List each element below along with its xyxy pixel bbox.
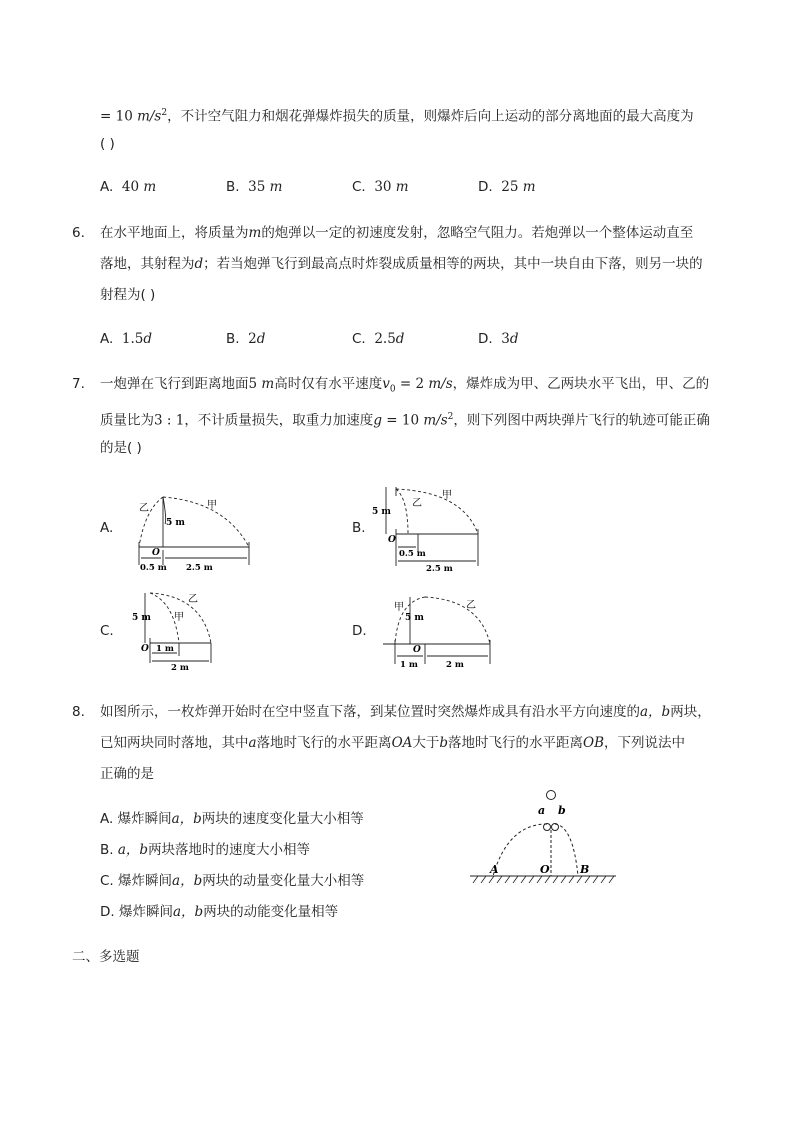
q5-line1: = 10 $m/s^2$，不计空气阻力和烟花弹爆炸损失的质量，则爆炸后向上运动的部分离地面的最大高度为 [100, 108, 694, 125]
q8-line2: 已知两块同时落地，其中a落地时飞行的水平距离OA大于b落地时飞行的水平距离OB，下列说法中 [100, 735, 686, 751]
origin-label: O [141, 644, 149, 654]
q6-line1: 在水平地面上，将质量为m的炮弹以一定的初速度发射，忽略空气阻力。若炮弹以一个整体运动直至 [100, 225, 694, 241]
origin-label: O [152, 548, 160, 558]
ground-hatch [473, 876, 614, 883]
height-label: 5 m [405, 613, 424, 623]
q7-figure-c-label[interactable]: C. [100, 623, 114, 639]
q7-figure-a [125, 490, 260, 575]
q8-figure [468, 786, 618, 886]
q5-option-c[interactable]: C. 30 m [352, 179, 409, 195]
dist1-label: 1 m [400, 660, 418, 670]
label-jia: 甲 [174, 612, 184, 623]
label-A: A [490, 863, 499, 876]
q8-line3: 正确的是 [100, 766, 154, 782]
trajectory-b [555, 824, 578, 876]
dist2-label: 2 m [171, 663, 189, 673]
q7-line2: 质量比为3 : 1，不计质量损失，取重力加速度g = 10 $m/s^2$，则下列图中两块弹片飞行的轨迹可能正确 [100, 412, 710, 429]
label-O: O [540, 863, 550, 876]
q5-option-a[interactable]: A. 40 m [100, 179, 157, 195]
q7-line3: 的是( ) [100, 440, 142, 456]
height-label: 5 m [372, 507, 391, 517]
q8-option-d[interactable]: D. 爆炸瞬间a，b两块的动能变化量相等 [100, 904, 339, 920]
q6-line2: 落地，其射程为d；若当炮弹飞行到最高点时炸裂成质量相等的两块，其中一块自由下落，则另一块的 [100, 256, 703, 272]
q6-option-a[interactable]: A. 1.5d [100, 331, 153, 347]
q8-option-a[interactable]: A. 爆炸瞬间a，b两块的速度变化量大小相等 [100, 811, 364, 827]
dist2-label: 2 m [446, 660, 464, 670]
trajectory-a [493, 824, 547, 876]
height-label: 5 m [132, 613, 151, 623]
label-B: B [580, 863, 590, 876]
label-b: b [558, 804, 566, 817]
q7-figure-b [368, 484, 503, 572]
trajectory-yi [396, 489, 408, 534]
q6-option-d[interactable]: D. 3d [478, 331, 519, 347]
label-yi: 乙 [139, 503, 149, 514]
q5-option-b[interactable]: B. 35 m [226, 179, 283, 195]
q7-figure-d [380, 592, 495, 674]
q8-option-c[interactable]: C. 爆炸瞬间a，b两块的动量变化量大小相等 [100, 873, 365, 889]
q7-figure-d-label[interactable]: D. [352, 623, 367, 639]
q8-line1: 如图所示，一枚炸弹开始时在空中竖直下落，到某位置时突然爆炸成具有沿水平方向速度的a，b两块， [100, 704, 711, 720]
bomb-circle [547, 791, 556, 800]
q8-option-b[interactable]: B. a，b两块落地时的速度大小相等 [100, 842, 311, 858]
q6-line3: 射程为( ) [100, 287, 156, 303]
q5-line2: ( ) [100, 136, 115, 152]
q7-figure-c [126, 588, 226, 674]
dist2-label: 2.5 m [426, 564, 453, 572]
height-label: 5 m [166, 518, 185, 528]
q7-number: 7. [72, 376, 85, 392]
trajectory-yi [425, 597, 490, 644]
dist1-label: 0.5 m [399, 549, 426, 559]
q6-option-b[interactable]: B. 2d [226, 331, 266, 347]
label-yi: 乙 [412, 498, 422, 509]
q6-number: 6. [72, 225, 85, 241]
q7-line1: 一炮弹在飞行到距离地面5 m高时仅有水平速度$v_0 = 2$ m/s，爆炸成为甲、乙两块水平飞出，甲、乙的 [100, 376, 710, 395]
origin-label: O [388, 535, 396, 545]
label-jia: 甲 [207, 500, 217, 511]
section2-title: 二、多选题 [72, 949, 140, 965]
label-yi: 乙 [188, 594, 198, 605]
origin-label: O [413, 645, 421, 655]
label-jia: 甲 [394, 602, 404, 613]
label-jia: 甲 [442, 490, 452, 501]
q5-option-d[interactable]: D. 25 m [478, 179, 536, 195]
dist2-label: 2.5 m [186, 563, 213, 573]
dist1-label: 0.5 m [140, 563, 167, 573]
q8-number: 8. [72, 704, 85, 720]
q7-figure-a-label[interactable]: A. [100, 520, 114, 536]
q7-figure-b-label[interactable]: B. [352, 520, 366, 536]
label-yi: 乙 [466, 600, 476, 611]
dist1-label: 1 m [156, 644, 174, 654]
label-a: a [538, 804, 546, 817]
q6-option-c[interactable]: C. 2.5d [352, 331, 405, 347]
